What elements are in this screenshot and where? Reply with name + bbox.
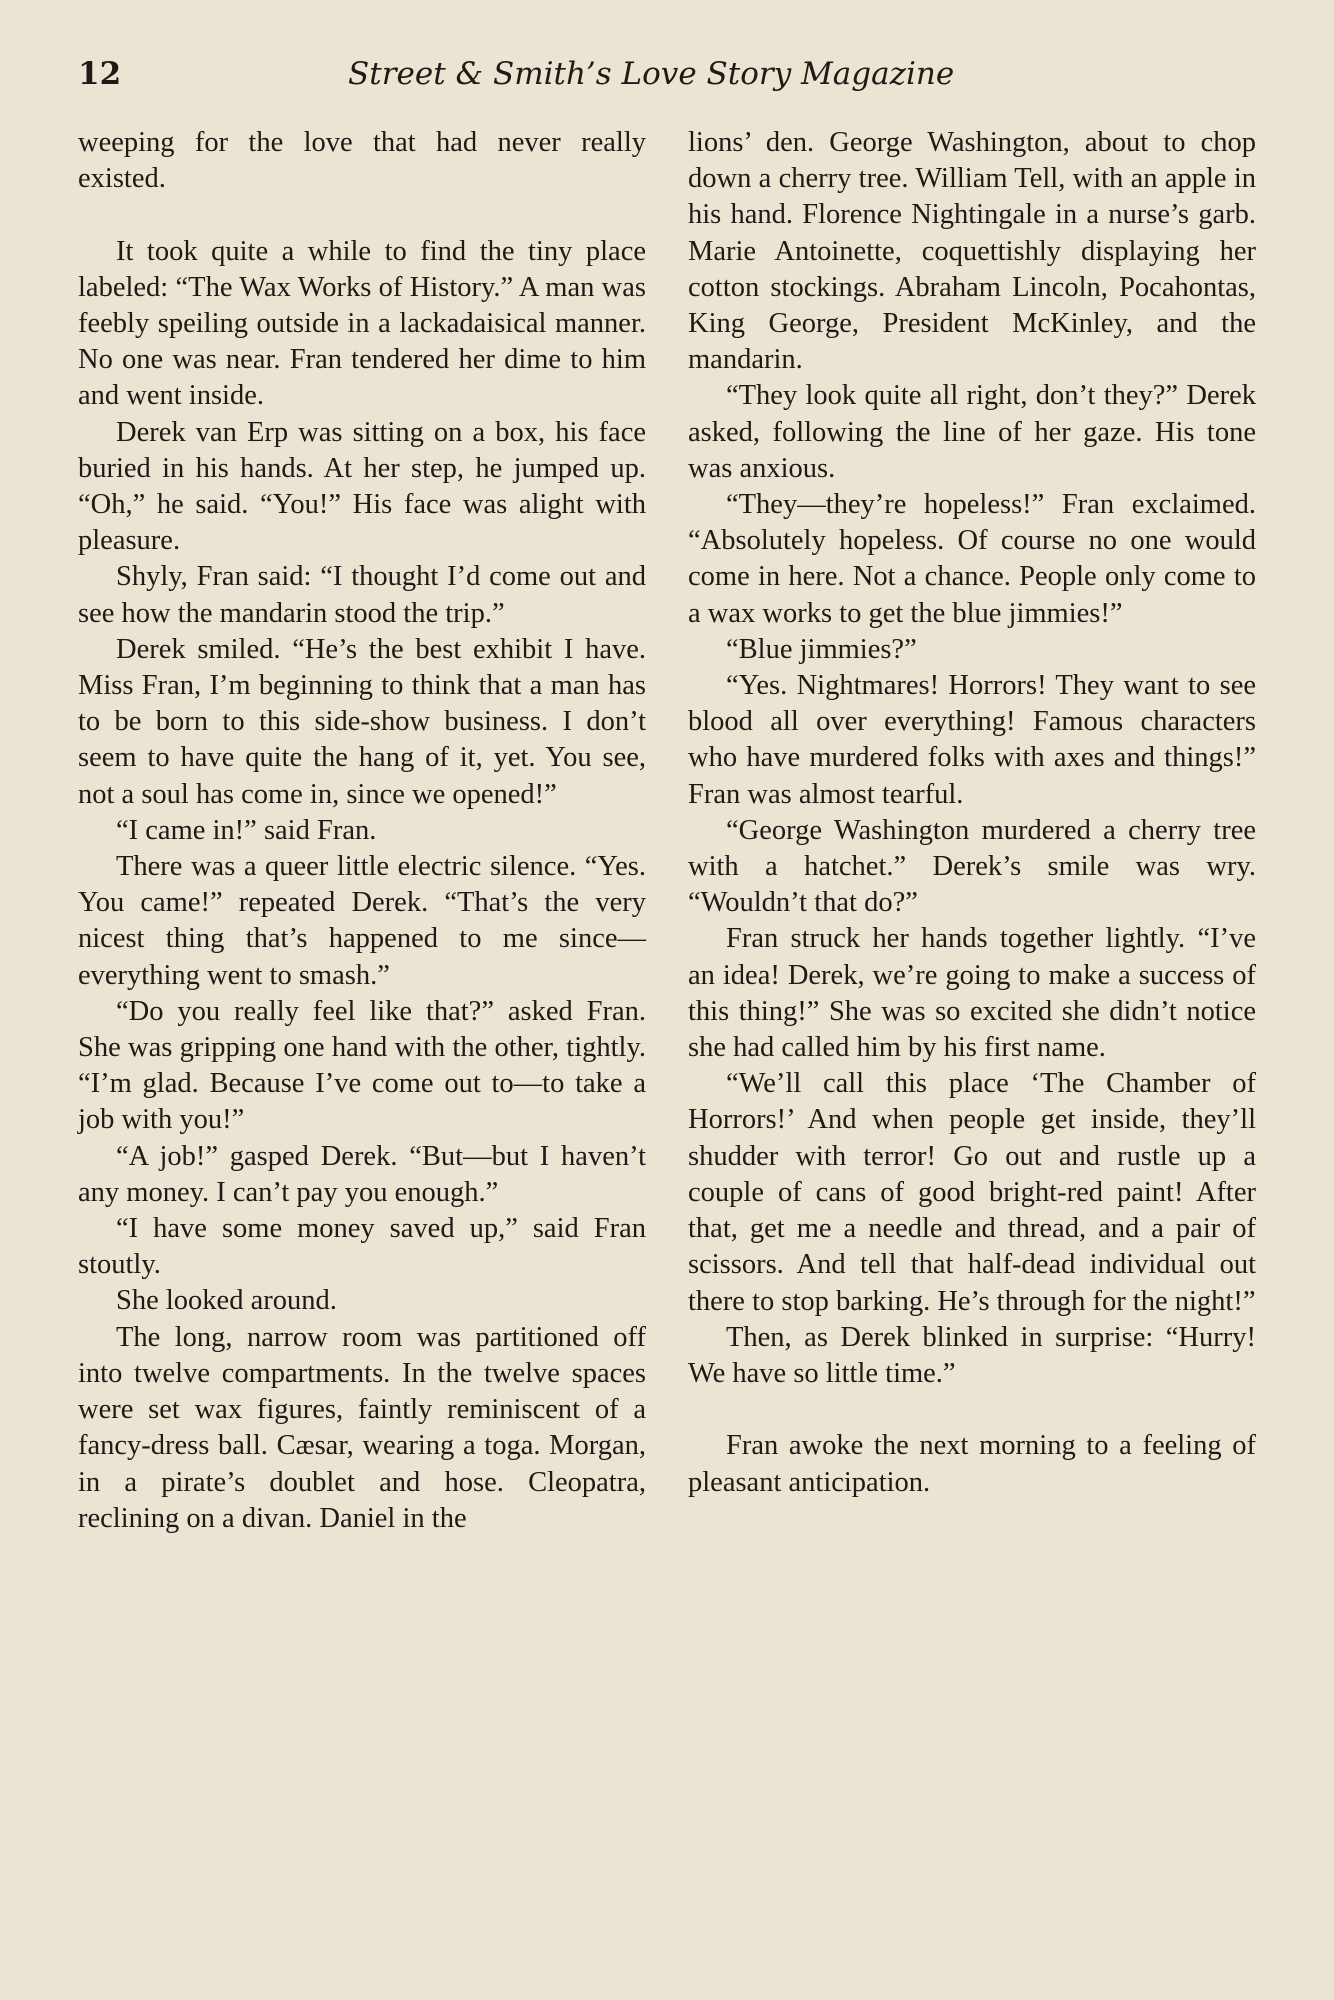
paragraph: “We’ll call this place ‘The Chamber of Horrors!’ And when people get inside, they’ll shudder with terror! Go out and rustle up a couple of cans of good bright-red paint! After that, get me a needle and thread, and a pair of scissors. And tell that half-dead individual out there to stop barking. He’s through for the night!”	[688, 1068, 1256, 1317]
paragraph: Shyly, Fran said: “I thought I’d come out and see how the mandarin stood the trip.”	[78, 561, 646, 629]
paragraph: “I came in!” said Fran.	[116, 814, 377, 846]
paragraph: Fran struck her hands together lightly. “I’ve an idea! Derek, we’re going to make a success of this thing!” She was so excited she didn’t notice she had called him by his first name.	[688, 923, 1256, 1064]
running-title: Street & Smith’s Love Story Magazine	[348, 56, 955, 92]
paragraph: “Yes. Nightmares! Horrors! They want to see blood all over everything! Famous characters who have murdered folks with axes and things!” Fran was almost tearful.	[688, 670, 1256, 810]
right-column	[688, 125, 1256, 1501]
page-number: 12	[78, 56, 122, 92]
paragraph: The long, narrow room was partitioned off into twelve compartments. In the twelve spaces were set wax figures, faintly reminiscent of a fancy-dress ball. Cæsar, wearing a toga. Morgan, in a pirate’s doublet and hose. Cleopatra, reclining on a divan. Daniel in the	[78, 1321, 646, 1534]
paragraph: “Do you really feel like that?” asked Fran. She was gripping one hand with the other, tightly. “I’m glad. Because I’ve come out to—to take a job with you!”	[78, 995, 646, 1136]
paragraph: She looked around.	[116, 1285, 337, 1317]
paragraph: There was a queer little electric silence. “Yes. You came!” repeated Derek. “That’s the very nicest thing that’s happened to me since—everything went to smash.”	[78, 851, 646, 991]
paragraph: Fran awoke the next morning to a feeling of pleasant anticipation.	[688, 1430, 1256, 1498]
paragraph: weeping for the love that had never really existed.	[78, 127, 646, 195]
paragraph: “Blue jimmies?”	[726, 633, 917, 665]
paragraph: “I have some money saved up,” said Fran stoutly.	[78, 1213, 646, 1281]
paragraph: “George Washington murdered a cherry tree with a hatchet.” Derek’s smile was wry. “Wouldn’t that do?”	[688, 814, 1256, 919]
paragraph: Derek smiled. “He’s the best exhibit I have. Miss Fran, I’m beginning to think that a man has to be born to this side-show business. I don’t seem to have quite the hang of it, yet. You see, not a soul has come in, since we opened!”	[78, 633, 646, 810]
paragraph: lions’ den. George Washington, about to chop down a cherry tree. William Tell, with an apple in his hand. Florence Nightingale in a nurse’s garb. Marie Antoinette, coquettishly displaying her cotton stockings. Abraham Lincoln, Pocahontas, King George, President McKinley, and the mandarin.	[688, 127, 1256, 376]
paragraph: Then, as Derek blinked in surprise: “Hurry! We have so little time.”	[688, 1321, 1256, 1389]
paragraph: “They look quite all right, don’t they?” Derek asked, following the line of her gaze. His tone was anxious.	[688, 380, 1256, 484]
left-column	[78, 125, 646, 1537]
paragraph: “A job!” gasped Derek. “But—but I haven’t any money. I can’t pay you enough.”	[78, 1140, 646, 1208]
paragraph: “They—they’re hopeless!” Fran exclaimed. “Absolutely hopeless. Of course no one would come in here. Not a chance. People only come to a wax works to get the blue jimmies!”	[688, 489, 1256, 629]
page-header	[78, 52, 1253, 102]
paragraph: Derek van Erp was sitting on a box, his face buried in his hands. At her step, he jumped up. “Oh,” he said. “You!” His face was alight with pleasure.	[78, 416, 646, 557]
paragraph: It took quite a while to find the tiny place labeled: “The Wax Works of History.” A man was feebly speiling outside in a lackadaisical manner. No one was near. Fran tendered her dime to him and went inside.	[78, 235, 646, 412]
